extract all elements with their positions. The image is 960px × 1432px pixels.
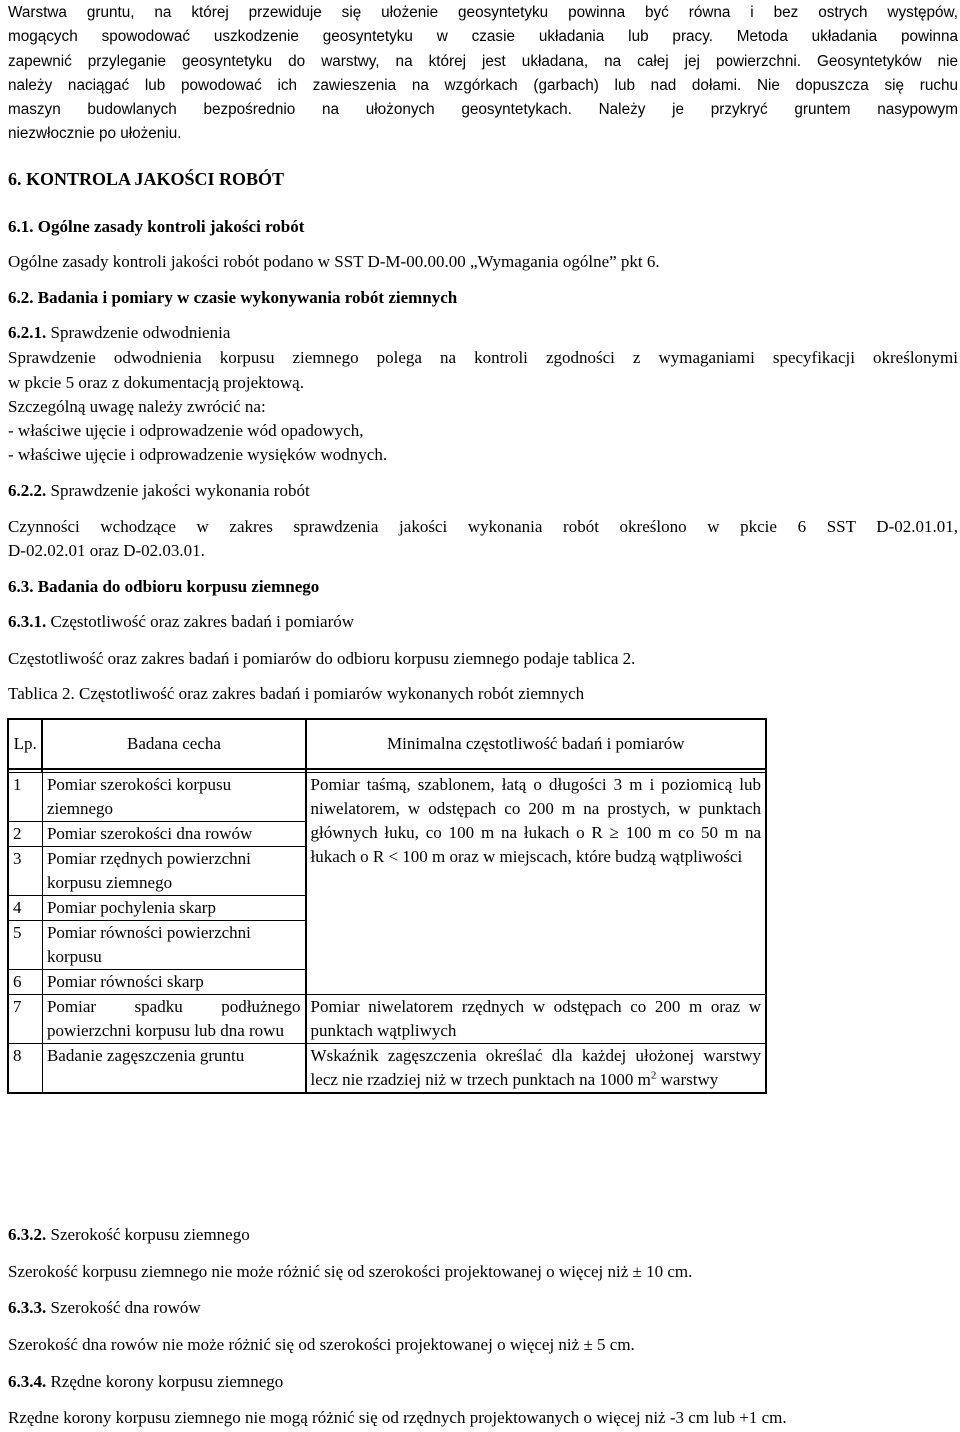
row-lp: 5: [8, 921, 42, 970]
section-6-3-3-text: Szerokość dna rowów nie może różnić się od szerokości projektowanej o więcej niż ± 5 cm.: [8, 1335, 635, 1354]
section-6-2-1-line-2: w pkcie 5 oraz z dokumentacją projektową.: [8, 373, 304, 392]
table-caption: Tablica 2. Częstotliwość oraz zakres badań i pomiarów wykonanych robót ziemnych: [8, 684, 585, 703]
intro-line-5: maszyn budowlanych bezpośrednio na ułożonych geosyntetykach. Należy je przykryć gruntem nasypowym: [8, 101, 958, 118]
row-cecha: Pomiar równości powierzchni korpusu: [42, 921, 305, 970]
intro-line-4: należy naciągać lub powodować ich zawieszenia na wzgórkach (garbach) lub nad dołami. Nie dopuszcza się ruchu: [8, 77, 958, 94]
row-cecha: Pomiar pochylenia skarp: [42, 896, 305, 921]
section-6-2-1-item-1: - właściwe ujęcie i odprowadzenie wód opadowych,: [8, 421, 364, 440]
row-lp: 8: [8, 1044, 42, 1094]
section-6-2-2-line-1: Czynności wchodzące w zakres sprawdzenia jakości wykonania robót określono w pkcie 6 SST D-02.01.01,: [8, 517, 958, 536]
table-row: [8, 995, 766, 1044]
min-frequency-row-8: Wskaźnik zagęszczenia określać dla każdej ułożonej warstwy lecz nie rzadziej niż w trzech punktach na 1000 $m^2$ warstwy: [306, 1044, 766, 1094]
section-6-2-2-line-2: D-02.02.01 oraz D-02.03.01.: [8, 541, 205, 560]
row-cecha: Pomiar szerokości dna rowów: [42, 822, 305, 847]
row-lp: 7: [8, 995, 42, 1044]
section-6-3-2-text: Szerokość korpusu ziemnego nie może różnić się od szerokości projektowanej o więcej niż ± 10 cm.: [8, 1262, 693, 1281]
section-6-1-heading: 6.1. Ogólne zasady kontroli jakości robót: [8, 217, 305, 236]
section-6-2-1-line-1: Sprawdzenie odwodnienia korpusu ziemnego polega na kontroli zgodności z wymaganiami specyfikacji określonymi: [8, 348, 958, 367]
row-cecha: Badanie zagęszczenia gruntu: [42, 1044, 305, 1094]
header-min: Minimalna częstotliwość badań i pomiarów: [306, 719, 766, 769]
row-cecha: Pomiar spadku podłużnego powierzchni korpusu lub dna rowu: [42, 995, 305, 1044]
intro-line-6: niezwłocznie po ułożeniu.: [8, 125, 182, 142]
row-lp: 6: [8, 970, 42, 995]
min-frequency-group-1: Pomiar taśmą, szablonem, łatą o długości 3 m i poziomicą lub niwelatorem, w odstępach co 200 m na prostych, w punktach głównych łuku, co 100 m na łukach o R ≥ 100 m co 50 m na łukach o R < 100 m oraz w miejscach, które budzą wątpliwości: [306, 773, 766, 995]
row-lp: 2: [8, 822, 42, 847]
row-lp: 4: [8, 896, 42, 921]
row-lp: 1: [8, 773, 42, 822]
section-6-3-4-heading: 6.3.4. Rzędne korony korpusu ziemnego: [8, 1372, 284, 1391]
header-lp: Lp.: [8, 719, 42, 769]
table-header-row: [8, 719, 766, 769]
table-row: [8, 1044, 766, 1094]
row-cecha: Pomiar równości skarp: [42, 970, 305, 995]
row-lp: 3: [8, 847, 42, 896]
section-6-heading: 6. KONTROLA JAKOŚCI ROBÓT: [8, 169, 285, 189]
section-6-3-4-text: Rzędne korony korpusu ziemnego nie mogą różnić się od rzędnych projektowanych o więcej niż -3 cm lub +1 cm.: [8, 1408, 787, 1427]
section-6-2-2-heading: 6.2.2. Sprawdzenie jakości wykonania robót: [8, 481, 310, 500]
section-6-3-1-heading: 6.3.1. Częstotliwość oraz zakres badań i pomiarów: [8, 612, 355, 631]
section-6-3-1-text: Częstotliwość oraz zakres badań i pomiarów do odbioru korpusu ziemnego podaje tablica 2.: [8, 649, 636, 668]
section-6-2-1-line-3: Szczególną uwagę należy zwrócić na:: [8, 397, 266, 416]
table-row: [8, 773, 766, 822]
section-6-2-heading: 6.2. Badania i pomiary w czasie wykonywania robót ziemnych: [8, 288, 458, 307]
table-2: [7, 718, 767, 1094]
header-cecha: Badana cecha: [42, 719, 305, 769]
intro-line-2: mogących spowodować uszkodzenie geosyntetyku w czasie układania lub pracy. Metoda układania powinna: [8, 28, 958, 45]
section-6-2-1-item-2: - właściwe ujęcie i odprowadzenie wysięków wodnych.: [8, 445, 388, 464]
row-cecha: Pomiar rzędnych powierzchni korpusu ziemnego: [42, 847, 305, 896]
section-6-3-heading: 6.3. Badania do odbioru korpusu ziemnego: [8, 577, 320, 596]
section-6-2-1-heading: 6.2.1. Sprawdzenie odwodnienia: [8, 323, 231, 342]
section-6-3-2-heading: 6.3.2. Szerokość korpusu ziemnego: [8, 1225, 250, 1244]
section-6-3-3-heading: 6.3.3. Szerokość dna rowów: [8, 1298, 201, 1317]
row-cecha: Pomiar szerokości korpusu ziemnego: [42, 773, 305, 822]
section-6-1-text: Ogólne zasady kontroli jakości robót podano w SST D-M-00.00.00 „Wymagania ogólne” pkt 6.: [8, 252, 660, 271]
intro-line-3: zapewnić przyleganie geosyntetyku do warstwy, na której jest układana, na całej jej powierzchni. Geosyntetyków nie: [8, 53, 958, 70]
intro-line-1: Warstwa gruntu, na której przewiduje się ułożenie geosyntetyku powinna być równa i bez ostrych występów,: [8, 4, 958, 21]
min-frequency-row-7: Pomiar niwelatorem rzędnych w odstępach co 200 m oraz w punktach wątpliwych: [306, 995, 766, 1044]
